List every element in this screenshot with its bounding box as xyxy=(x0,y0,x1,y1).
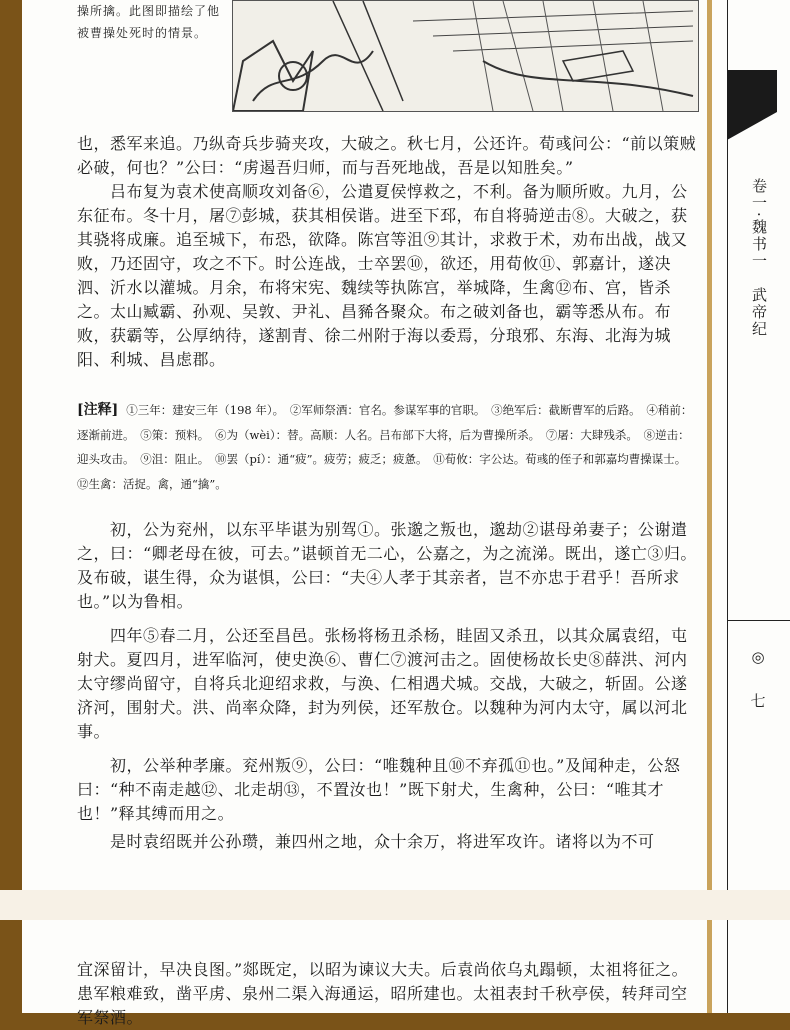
side-rule xyxy=(710,0,712,890)
page-gap xyxy=(0,890,790,920)
paragraph-3: 初，公为兖州，以东平毕谌为别驾①。张邈之叛也，邈劫②谌母弟妻子；公谢遣之，曰：“卿老母在彼，可去。”谌顿首无二心，公嘉之，为之流涕。既出，遂亡③归。及布破，谌生得，众为谌惧，公曰：“夫④人孝于其亲者，岂不亦忠于君乎！吾所求也。”以为鲁相。 xyxy=(77,520,697,611)
illustration-drawing xyxy=(233,1,698,111)
illustration-caption: 操所擒。此图即描绘了他被曹操处死时的情景。 xyxy=(77,4,221,40)
paragraph-2: 吕布复为袁术使高顺攻刘备⑥，公遣夏侯惇救之，不利。备为顺所败。九月，公东征布。冬十月，屠⑦彭城，获其相侯谐。进至下邳，布自将骑逆击⑧。大破之，获其骁将成廉。追至城下，布恐，欲降。陈宫等沮⑨其计，求救于术，劝布出战，战又败，乃还固守，攻之不下。时公连战，士卒罢⑩，欲还，用荀攸⑪、郭嘉计，遂决泗、沂水以灌城。月余，布将宋宪、魏续等执陈宫，举城降，生禽⑫布、宫，皆杀之。太山臧霸、孙观、吴敦、尹礼、昌豨各聚众。布之破刘备也，霸等悉从布。布败，获霸等，公厚纳待，遂割青、徐二州附于海以委焉，分琅邪、东海、北海为城阳、利城、昌虑郡。 xyxy=(77,182,688,369)
paragraph-1: 也，悉军来追。乃纵奇兵步骑夹攻，大破之。秋七月，公还许。荀彧问公：“前以策贼必破，何也？”公曰：“虏遏吾归师，而与吾死地战，吾是以知胜矣。” xyxy=(77,134,697,177)
side-rule xyxy=(710,920,712,1013)
tab-divider xyxy=(727,620,790,621)
paragraph-6: 是时袁绍既并公孙瓒，兼四州之地，众十余万，将进军攻许。诸将以为不可 xyxy=(77,832,655,851)
illustration-image xyxy=(232,0,699,112)
notes-label: [注释] xyxy=(77,402,119,418)
book-page-next xyxy=(22,920,790,1027)
page2-paragraph: 宜深留计，早决良图。”郯既定，以昭为谏议大夫。后袁尚依乌丸蹋顿，太祖将征之。患军粮难致，凿平虏、泉州二渠入海通运，昭所建也。太祖表封千秋亭侯，转拜司空军祭酒。 xyxy=(77,960,689,1027)
chapter-title: 卷一·魏书一 武帝纪 xyxy=(750,178,768,338)
notes-text: ①三年：建安三年（198 年）。 ②军师祭酒：官名。参谋军事的官职。 ③绝军后：截断曹军的后路。 ④稍前：逐渐前进。 ⑤策：预料。 ⑥为（wèi）：替。高顺：人名。吕布部下大将，后为曹操所杀。 ⑦屠：大肆残杀。 ⑧逆击：迎头攻击。 ⑨沮：阻止。 ⑩罢（pí）：通“疲”。疲劳；疲乏；疲惫。 ⑪荀攸：字公达。荀彧的侄子和郭嘉均曹操谋士。 ⑫生禽：活捉。禽，通“擒”。 xyxy=(77,403,693,491)
chapter-tab-strip xyxy=(727,920,790,1013)
book-page xyxy=(22,0,790,890)
notes xyxy=(77,398,697,496)
page-marker: ◎ xyxy=(751,648,765,666)
paragraph-5: 初，公举种孝廉。兖州叛⑨，公曰：“唯魏种且⑩不弃孤⑪也。”及闻种走，公怒曰：“种不南走越⑫、北走胡⑬，不置汝也！”既下射犬，生禽种，公曰：“唯其才也！”释其缚而用之。 xyxy=(77,756,681,823)
paragraph-4: 四年⑤春二月，公还至昌邑。张杨将杨丑杀杨，眭固又杀丑，以其众属袁绍，屯射犬。夏四月，进军临河，使史涣⑥、曹仁⑦渡河击之。固使杨故长史⑧薛洪、河内太守缪尚留守，自将兵北迎绍求救，与涣、仁相遇犬城。交战，大破之，斩固。公遂济河，围射犬。洪、尚率众降，封为列侯，还军敖仓。以魏种为河内太守，属以河北事。 xyxy=(77,626,688,741)
page-number: 七 xyxy=(750,692,766,710)
